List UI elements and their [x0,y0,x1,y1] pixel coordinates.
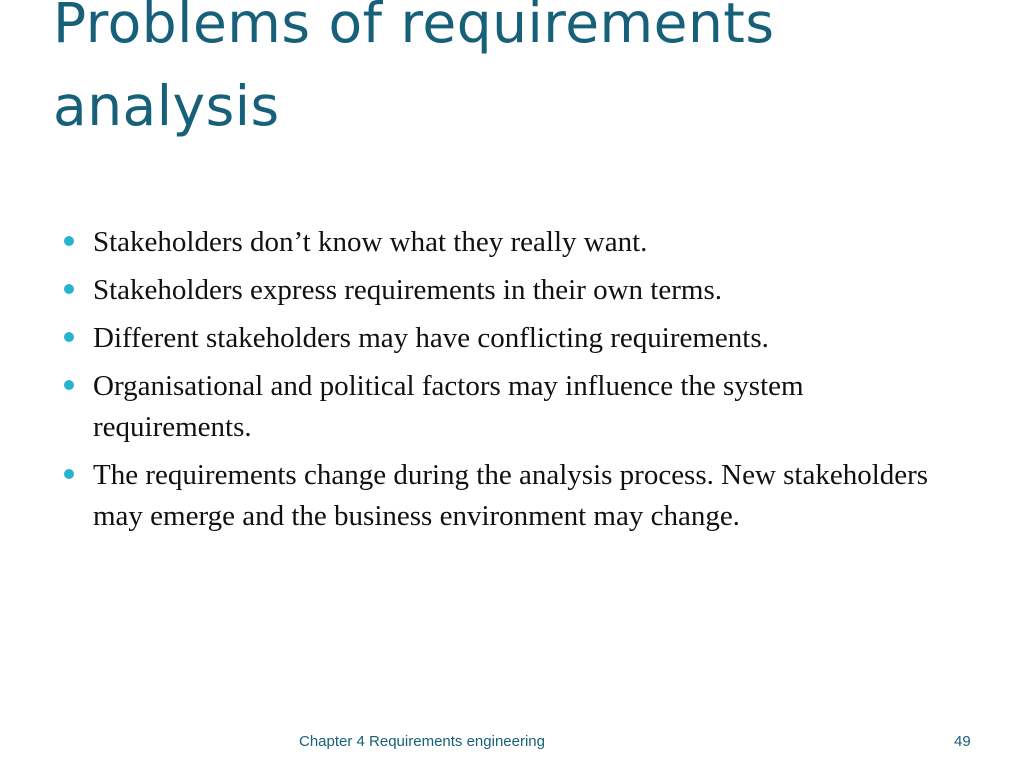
bullet-dot-icon [64,380,74,390]
bullet-text: Stakeholders express requirements in their own terms. [93,274,722,306]
bullet-text: Stakeholders don’t know what they really want. [93,226,648,258]
bullet-text: Different stakeholders may have conflicting requirements. [93,322,769,354]
bullet-item [64,318,964,359]
footer-chapter: Chapter 4 Requirements engineering [299,733,545,750]
bullet-text: The requirements change during the analysis process. New stakeholders may emerge and the business environment may change. [93,459,929,532]
slide-title: Problems of requirements analysis [53,0,775,138]
bullet-dot-icon [64,284,74,294]
bullet-dot-icon [64,332,74,342]
bullet-item [64,366,964,448]
bullet-dot-icon [64,236,74,246]
bullet-list [64,222,964,544]
bullet-item [64,455,964,537]
bullet-text: Organisational and political factors may influence the system requirements. [93,370,804,443]
bullet-item [64,222,964,263]
page-number: 49 [954,733,971,750]
bullet-dot-icon [64,469,74,479]
bullet-item [64,270,964,311]
